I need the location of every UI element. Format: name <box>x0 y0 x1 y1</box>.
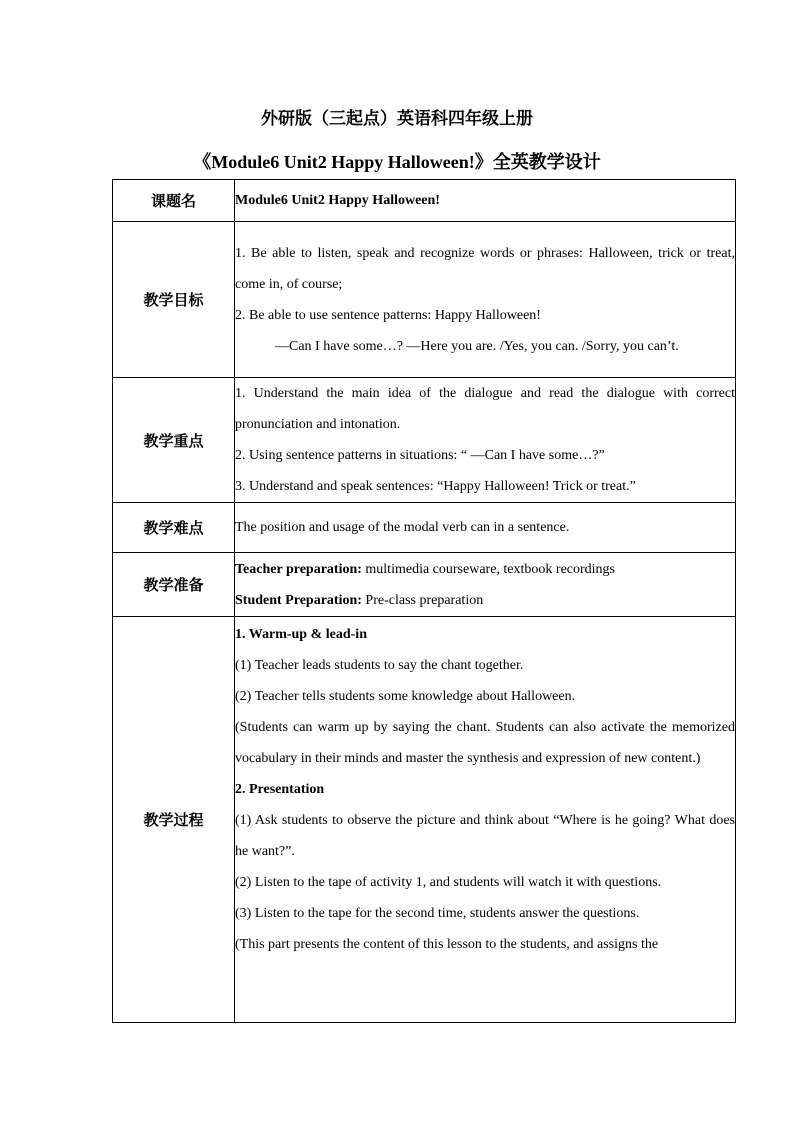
table-row-topic <box>113 180 736 222</box>
topic-label: 课题名 <box>113 180 235 222</box>
table-row-goals <box>113 222 736 378</box>
process-presentation-line-1: (1) Ask students to observe the picture and think about “Where is he going? What does he want?”. <box>235 813 735 859</box>
student-preparation-value: Pre-class preparation <box>361 592 484 608</box>
process-heading-warmup: 1. Warm-up & lead-in <box>235 627 367 642</box>
teacher-preparation <box>235 554 735 585</box>
teacher-preparation-label: Teacher preparation: <box>235 561 362 577</box>
process-warmup-line-2: (2) Teacher tells students some knowledge about Halloween. <box>235 689 576 704</box>
preparation-content <box>235 553 736 617</box>
table-row-key-points <box>113 378 736 503</box>
key-point-line-1: 1. Understand the main idea of the dialogue and read the dialogue with correct pronunciation and intonation. <box>235 386 735 432</box>
key-point-line-2: 2. Using sentence patterns in situations: “ —Can I have some…?” <box>235 448 605 463</box>
goal-line-3: —Can I have some…? —Here you are. /Yes, you can. /Sorry, you can’t. <box>275 338 679 354</box>
process-heading-presentation: 2. Presentation <box>235 782 325 797</box>
lesson-plan-table <box>112 179 736 1023</box>
process-warmup-line-3: (Students can warm up by saying the chant. Students can also activate the memorized vocabulary in their minds and master the synthesis and expression of new content.) <box>235 720 735 766</box>
process-presentation-line-3: (3) Listen to the tape for the second time, students answer the questions. <box>235 906 640 921</box>
goal-line-2: 2. Be able to use sentence patterns: Happy Halloween! <box>235 307 541 323</box>
table-row-difficulties <box>113 503 736 553</box>
table-row-process <box>113 617 736 1023</box>
document-title-line1: 外研版（三起点）英语科四年级上册 <box>261 109 533 129</box>
preparation-label: 教学准备 <box>113 553 235 617</box>
difficulties-value: The position and usage of the modal verb can in a sentence. <box>235 503 736 553</box>
process-presentation-line-4: (This part presents the content of this lesson to the students, and assigns the <box>235 937 659 952</box>
document-title-line2: 《Module6 Unit2 Happy Halloween!》全英教学设计 <box>193 152 601 172</box>
goals-label: 教学目标 <box>113 222 235 378</box>
key-points-content <box>235 378 736 503</box>
table-row-preparation <box>113 553 736 617</box>
process-presentation-line-2: (2) Listen to the tape of activity 1, and students will watch it with questions. <box>235 875 662 890</box>
teacher-preparation-value: multimedia courseware, textbook recordings <box>361 561 615 577</box>
process-content <box>235 617 736 1023</box>
goals-content <box>235 222 736 378</box>
goal-line-1: 1. Be able to listen, speak and recognize words or phrases: Halloween, trick or treat, come in, of course; <box>235 245 735 292</box>
key-points-label: 教学重点 <box>113 378 235 503</box>
student-preparation <box>235 585 735 616</box>
key-point-line-3: 3. Understand and speak sentences: “Happy Halloween! Trick or treat.” <box>235 479 636 494</box>
difficulties-label: 教学难点 <box>113 503 235 553</box>
student-preparation-label: Student Preparation: <box>235 592 362 608</box>
topic-value: Module6 Unit2 Happy Halloween! <box>235 180 736 222</box>
process-warmup-line-1: (1) Teacher leads students to say the chant together. <box>235 658 524 673</box>
process-label: 教学过程 <box>113 617 235 1023</box>
